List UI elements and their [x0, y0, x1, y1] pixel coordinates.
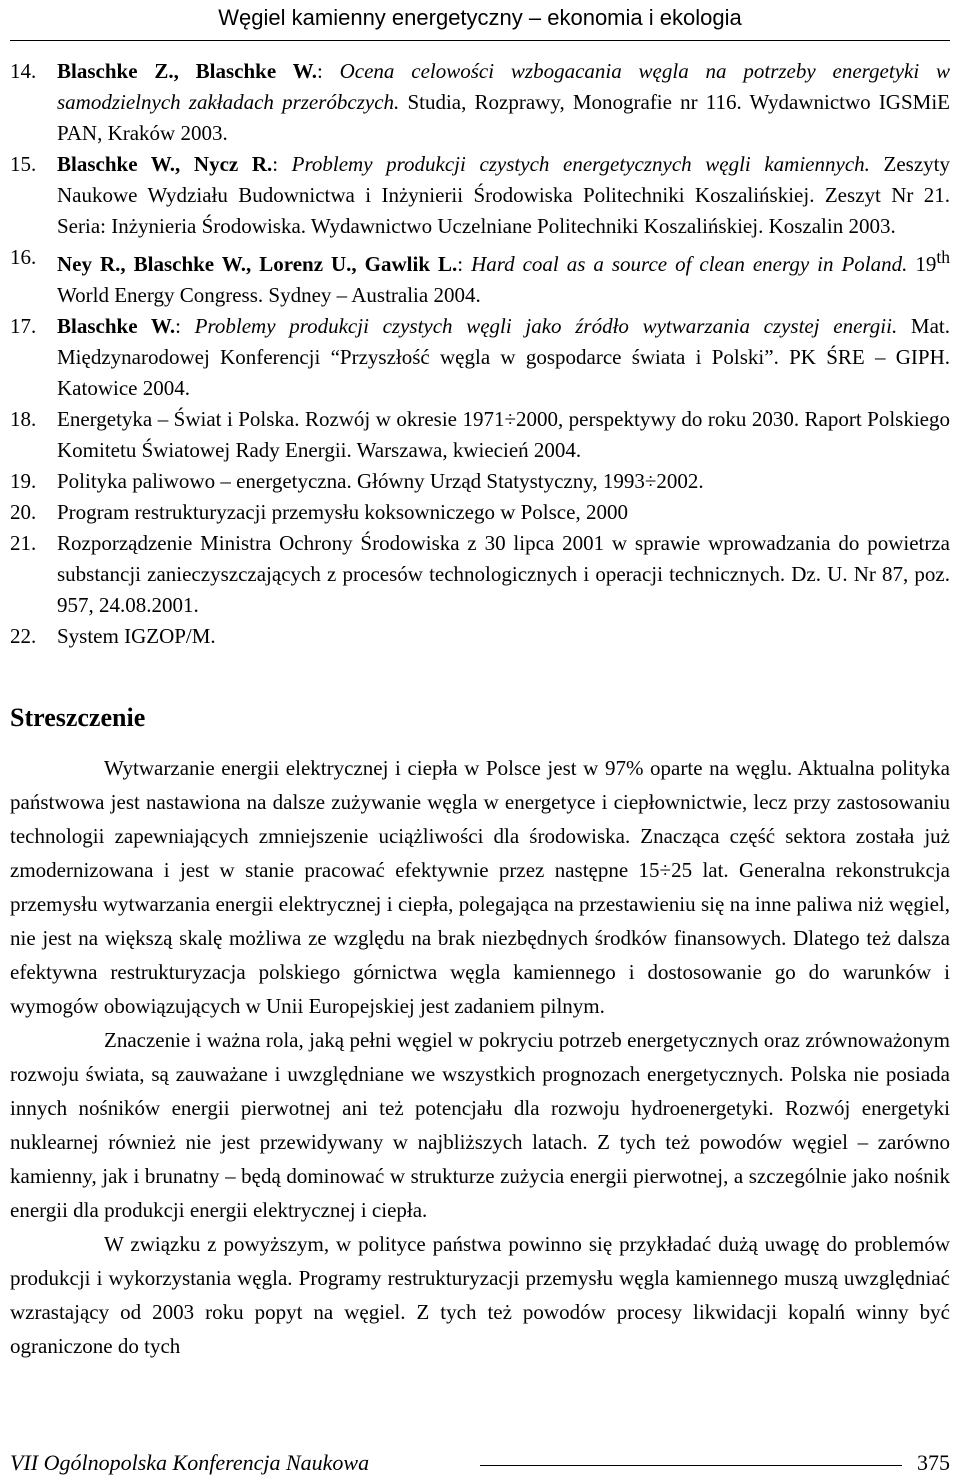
reference-separator: : [272, 152, 292, 176]
running-header [10, 0, 950, 41]
footer-conference: VII Ogólnopolska Konferencja Naukowa [10, 1450, 370, 1475]
reference-superscript: th [936, 247, 950, 267]
reference-details-cont: World Energy Congress. Sydney – Australia 2004. [57, 283, 481, 307]
reference-authors: Ney R., Blaschke W., Lorenz U., Gawlik L. [57, 252, 458, 276]
reference-number: 21. [10, 531, 37, 555]
reference-item [10, 242, 950, 311]
reference-item [10, 56, 950, 149]
reference-text: Rozporządzenie Ministra Ochrony Środowiska z 30 lipca 2001 w sprawie wprowadzania do powietrza substancji zanieczyszczających z procesów technologicznych i operacji technicznych. Dz. U. Nr 87, poz. 957, 24.08.2001. [57, 531, 950, 617]
reference-number: 14. [10, 59, 37, 83]
reference-details: Studia, Rozprawy, Monografie nr 116. Wydawnictwo IGSMiE PAN, Kraków 2003. [57, 90, 950, 145]
reference-authors: Blaschke W., Nycz R. [57, 152, 273, 176]
reference-item [10, 311, 950, 404]
abstract-paragraph: W związku z powyższym, w polityce państwa powinno się przykładać dużą uwagę do problemów produkcji i wykorzystania węgla. Programy restrukturyzacji przemysłu węgla kamiennego muszą uwzględniać wzrastający od 2003 roku popyt na węgiel. Z tych też powodów procesy likwidacji kopalń winny być ograniczone do tych [10, 1232, 950, 1358]
reference-title: Problemy produkcji czystych energetycznych węgli kamiennych. [291, 152, 870, 176]
reference-authors: Blaschke W. [57, 314, 176, 338]
reference-item [10, 149, 950, 242]
header-title: Węgiel kamienny energetyczny – ekonomia i ekologia [218, 5, 742, 30]
abstract-body [10, 751, 950, 1363]
reference-separator: : [457, 252, 472, 276]
reference-details: Mat. Międzynarodowej Konferencji “Przyszłość węgla w gospodarce świata i Polski”. PK ŚRE – GIPH. Katowice 2004. [57, 314, 950, 400]
reference-number: 20. [10, 500, 37, 524]
reference-details: Zeszyty Naukowe Wydziału Budownictwa i Inżynierii Środowiska Politechniki Koszalińskiej. Zeszyt Nr 21. Seria: Inżynieria Środowiska. Wydawnictwo Uczelniane Politechniki Koszalińskiej. Koszalin 2003. [57, 152, 950, 238]
running-footer [10, 1448, 950, 1478]
reference-details: 19 [907, 252, 937, 276]
reference-text: Program restrukturyzacji przemysłu koksowniczego w Polsce, 2000 [57, 500, 628, 524]
abstract-paragraph: Znaczenie i ważna rola, jaką pełni węgiel w pokryciu potrzeb energetycznych oraz zrównoważonym rozwoju świata, są zauważane i uwzględniane we wszystkich prognozach energetycznych. Polska nie posiada innych nośników energii pierwotnej ani też potencjału dla rozwoju hydroenergetyki. Rozwój energetyki nuklearnej również nie jest przewidywany w najbliższych latach. Z tych też powodów węgiel – zarówno kamienny, jak i brunatny – będą dominować w strukturze zużycia energii pierwotnej, a szczególnie jako nośnik energii dla produkcji energii elektrycznej i ciepła. [10, 1028, 950, 1222]
reference-number: 15. [10, 152, 37, 176]
reference-item [10, 497, 950, 528]
footer-rule [480, 1465, 902, 1466]
abstract-paragraph: Wytwarzanie energii elektrycznej i ciepła w Polsce jest w 97% oparte na węglu. Aktualna polityka państwowa jest nastawiona na dalsze zużywanie węgla w energetyce i ciepłownictwie, lecz przy zastosowaniu technologii zapewniających zmniejszenie uciążliwości dla środowiska. Znacząca część sektora została już zmodernizowana i jest w stanie pracować efektywnie przez następne 15÷25 lat. Generalna rekonstrukcja przemysłu wytwarzania energii elektrycznej i ciepła, polegająca na przestawieniu się na inne paliwa niż węgiel, nie jest na większą skalę możliwa ze względu na brak niezbędnych środków finansowych. Dlatego też dalsza efektywna restrukturyzacja polskiego górnictwa węgla kamiennego i dostosowanie go do warunków i wymogów obowiązujących w Unii Europejskiej jest zadaniem pilnym. [10, 756, 950, 1018]
reference-item [10, 621, 950, 652]
section-title: Streszczenie [10, 703, 146, 732]
reference-number: 19. [10, 469, 37, 493]
reference-number: 18. [10, 407, 37, 431]
reference-item [10, 404, 950, 466]
reference-list [10, 56, 950, 652]
reference-separator: : [175, 314, 195, 338]
reference-authors: Blaschke Z., Blaschke W. [57, 59, 317, 83]
reference-item [10, 466, 950, 497]
reference-text: Energetyka – Świat i Polska. Rozwój w okresie 1971÷2000, perspektywy do roku 2030. Raport Polskiego Komitetu Światowej Rady Energii. Warszawa, kwiecień 2004. [57, 407, 950, 462]
reference-text: Polityka paliwowo – energetyczna. Główny Urząd Statystyczny, 1993÷2002. [57, 469, 704, 493]
reference-title: Problemy produkcji czystych węgli jako źródło wytwarzania czystej energii. [194, 314, 898, 338]
reference-number: 22. [10, 624, 37, 648]
reference-number: 17. [10, 314, 37, 338]
reference-title: Hard coal as a source of clean energy in Poland. [471, 252, 908, 276]
reference-item [10, 528, 950, 621]
reference-text: System IGZOP/M. [57, 624, 216, 648]
reference-title: Ocena celowości wzbogacania węgla na potrzeby energetyki w samodzielnych zakładach przeróbczych. [57, 59, 950, 114]
page-number: 375 [917, 1450, 950, 1475]
reference-separator: : [316, 59, 340, 83]
reference-number: 16. [10, 245, 37, 269]
